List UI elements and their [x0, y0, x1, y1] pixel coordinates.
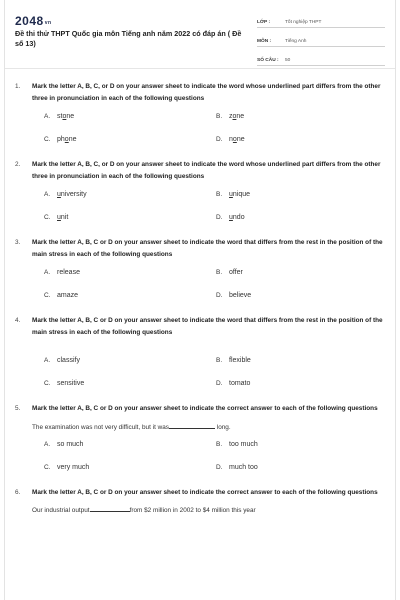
- underlined-part: u: [57, 214, 61, 221]
- question-instruction: Mark the letter A, B, C or D on your answer sheet to indicate the correct answer to each of the following questions: [32, 405, 378, 412]
- answer-option-d[interactable]: [216, 212, 376, 223]
- answer-option-c[interactable]: [44, 378, 216, 389]
- answer-option-c[interactable]: [44, 290, 216, 301]
- underlined-part: u: [57, 191, 61, 198]
- question-instruction: Mark the letter A, B, C or D on your answer sheet to indicate the word that differs from the rest in the position of the main stress in each of the following questions: [32, 239, 383, 258]
- answer-option-b[interactable]: [216, 355, 376, 366]
- answer-option-b[interactable]: [216, 267, 376, 278]
- answer-option-b[interactable]: [216, 111, 376, 122]
- option-text: believe: [229, 292, 252, 299]
- question-2: [15, 159, 383, 223]
- question-4: [15, 315, 383, 389]
- option-text: undo: [229, 214, 245, 221]
- answer-option-c[interactable]: [44, 134, 216, 145]
- answer-options: [15, 111, 383, 145]
- exam-title: Đề thi thử THPT Quốc gia môn Tiếng anh năm 2022 có đáp án ( Đề số 13): [15, 29, 242, 48]
- meta-question-count: SỐ CÂU : 50: [257, 53, 385, 66]
- option-text: unique: [229, 191, 251, 198]
- option-letter: D.: [216, 380, 223, 387]
- site-logo[interactable]: 2048vn: [15, 14, 52, 28]
- option-text: release: [57, 269, 80, 276]
- option-letter: D.: [216, 292, 223, 299]
- answer-blank: [169, 422, 215, 429]
- question-6: [15, 487, 383, 517]
- question-number: 4.: [15, 317, 21, 324]
- option-letter: D.: [216, 214, 223, 221]
- underlined-part: o: [232, 113, 237, 120]
- exam-header: [5, 0, 395, 69]
- answer-option-d[interactable]: [216, 378, 376, 389]
- option-letter: B.: [216, 440, 223, 448]
- meta-subject: MÔN : Tiếng Anh: [257, 34, 385, 47]
- question-header: [15, 159, 383, 182]
- answer-blank: [90, 505, 130, 512]
- answer-option-a[interactable]: [44, 355, 216, 366]
- answer-option-d[interactable]: [216, 134, 376, 145]
- question-header: [15, 315, 383, 338]
- option-letter: C.: [44, 136, 51, 143]
- question-header: [15, 403, 383, 415]
- option-text: too much: [229, 440, 258, 448]
- meta-class: LỚP : Tốt nghiệp THPT: [257, 15, 385, 28]
- option-text: amaze: [57, 292, 79, 299]
- sentence-after: from $2 million in 2002 to $4 million this year: [129, 507, 256, 514]
- sentence-before: The examination was not very difficult, but it was: [32, 423, 169, 431]
- option-text: unit: [57, 214, 69, 221]
- question-instruction: Mark the letter A, B, C or D on your answer sheet to indicate the word that differs from the rest in the position of the main stress in each of the following questions: [32, 317, 383, 336]
- option-letter: A.: [44, 357, 51, 364]
- answer-option-c[interactable]: [44, 462, 216, 473]
- option-letter: C.: [44, 214, 51, 221]
- option-letter: B.: [216, 357, 223, 364]
- option-letter: C.: [44, 292, 51, 299]
- answer-option-a[interactable]: [44, 439, 216, 450]
- question-5: [15, 403, 383, 473]
- option-letter: A.: [44, 269, 51, 276]
- question-number: 6.: [15, 488, 21, 496]
- question-list: [5, 69, 395, 516]
- question-sentence: [15, 505, 383, 516]
- question-number: 5.: [15, 405, 21, 412]
- sentence-after: long.: [215, 423, 231, 431]
- answer-option-a[interactable]: [44, 267, 216, 278]
- question-header: [15, 487, 383, 499]
- answer-option-a[interactable]: [44, 189, 216, 200]
- question-number: 3.: [15, 239, 21, 246]
- option-text: flexible: [229, 357, 251, 364]
- answer-option-b[interactable]: [216, 439, 376, 450]
- answer-options: [15, 439, 383, 473]
- underlined-part: o: [64, 136, 69, 143]
- option-text: stone: [57, 113, 75, 120]
- option-letter: C.: [44, 380, 51, 387]
- option-text: so much: [57, 440, 84, 448]
- sentence-before: Our industrial output: [32, 507, 90, 514]
- answer-option-c[interactable]: [44, 212, 216, 223]
- question-1: [15, 81, 383, 145]
- answer-options: [15, 267, 383, 301]
- underlined-part: o: [62, 113, 67, 120]
- answer-option-d[interactable]: [216, 290, 376, 301]
- question-3: [15, 237, 383, 301]
- question-header: [15, 237, 383, 260]
- question-instruction: Mark the letter A, B, C, or D on your answer sheet to indicate the word whose underlined part differs from the other three in pronunciation in each of the following questions: [32, 161, 381, 180]
- underlined-part: o: [232, 136, 237, 143]
- answer-options: [15, 355, 383, 389]
- underlined-part: u: [229, 191, 233, 198]
- question-header: [15, 81, 383, 104]
- option-text: zone: [229, 113, 245, 120]
- question-number: 2.: [15, 161, 21, 168]
- option-letter: A.: [44, 113, 51, 120]
- question-instruction: Mark the letter A, B, C or D on your answer sheet to indicate the correct answer to each of the following questions: [32, 488, 378, 496]
- answer-option-b[interactable]: [216, 189, 376, 200]
- option-letter: B.: [216, 113, 223, 120]
- option-letter: D.: [216, 136, 223, 143]
- underlined-part: u: [229, 214, 233, 221]
- answer-option-d[interactable]: [216, 462, 376, 473]
- option-letter: C.: [44, 463, 51, 471]
- option-letter: A.: [44, 191, 51, 198]
- option-letter: B.: [216, 191, 223, 198]
- option-text: tomato: [229, 380, 251, 387]
- option-text: university: [57, 191, 87, 198]
- option-letter: B.: [216, 269, 223, 276]
- question-sentence: [15, 422, 383, 433]
- option-text: very much: [57, 463, 90, 471]
- question-number: 1.: [15, 83, 21, 90]
- exam-page: [4, 0, 396, 600]
- exam-meta: [257, 15, 385, 72]
- question-instruction: Mark the letter A, B, C, or D on your answer sheet to indicate the word whose underlined part differs from the other three in pronunciation in each of the following questions: [32, 83, 381, 102]
- option-text: offer: [229, 269, 243, 276]
- option-text: none: [229, 136, 245, 143]
- option-text: phone: [57, 136, 77, 143]
- option-text: much too: [229, 463, 258, 471]
- answer-option-a[interactable]: [44, 111, 216, 122]
- option-letter: A.: [44, 440, 51, 448]
- option-text: sensitive: [57, 380, 85, 387]
- answer-options: [15, 189, 383, 223]
- option-text: classify: [57, 357, 80, 364]
- option-letter: D.: [216, 463, 223, 471]
